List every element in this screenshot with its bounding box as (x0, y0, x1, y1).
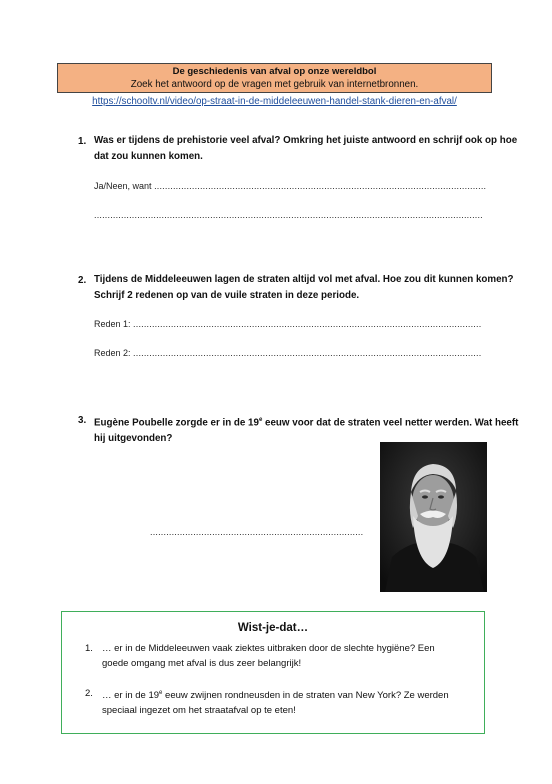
question-1-answer-dots: ........................................................................................................................... (154, 181, 487, 191)
question-2-reden-2 (94, 348, 481, 358)
question-1-number: 1. (78, 136, 87, 147)
question-1-answer-line (94, 181, 486, 191)
portrait-illustration (380, 442, 487, 592)
worksheet-header (57, 63, 492, 93)
worksheet-title: De geschiedenis van afval op onze wereldbol (172, 66, 377, 77)
reden-1-dots: ................................................................................................................................. (133, 319, 482, 329)
question-3-number: 3. (78, 415, 87, 426)
question-1-answer-line-2: ................................................................................................................................................ (94, 210, 483, 220)
question-1-answer-prefix: Ja/Neen, want (94, 181, 152, 191)
portrait-photo (380, 442, 487, 592)
reden-1-label: Reden 1: (94, 319, 131, 329)
reden-2-dots: ................................................................................................................................. (133, 348, 482, 358)
wist-item-2-number: 2. (85, 688, 93, 699)
wist-je-dat-title: Wist-je-dat… (237, 622, 309, 634)
source-link[interactable]: https://schooltv.nl/video/op-straat-in-de-middeleeuwen-handel-stank-dieren-en-afval/ (92, 96, 457, 107)
reden-2-label: Reden 2: (94, 348, 131, 358)
wist-item-2-text: … er in de 19e eeuw zwijnen rondneusden in de straten van New York? Ze werden speciaal ingezet om het straatafval op te eten! (102, 690, 449, 717)
question-2-reden-1 (94, 319, 481, 329)
question-3-text: Eugène Poubelle zorgde er in de 19e eeuw voor dat de straten veel netter werden. Wat heeft hij uitgevonden? (94, 417, 519, 445)
question-2-number: 2. (78, 275, 87, 286)
wist-item-1-number: 1. (85, 643, 93, 654)
question-2-text: Tijdens de Middeleeuwen lagen de straten altijd vol met afval. Hoe zou dit kunnen komen? Schrijf 2 redenen op van de vuile straten in deze periode. (94, 274, 514, 301)
wist-item-1-text: … er in de Middeleeuwen vaak ziektes uitbraken door de slechte hygiëne? Een goede omgang met afval is dus zeer belangrijk! (102, 643, 435, 669)
worksheet-subtitle: Zoek het antwoord op de vragen met gebruik van internetbronnen. (130, 79, 419, 90)
question-1-text: Was er tijdens de prehistorie veel afval? Omkring het juiste antwoord en schrijf ook op hoe dat zou kunnen komen. (94, 135, 518, 162)
question-3-answer-dots: ............................................................................... (150, 527, 364, 537)
wist-je-dat-box (61, 611, 485, 734)
